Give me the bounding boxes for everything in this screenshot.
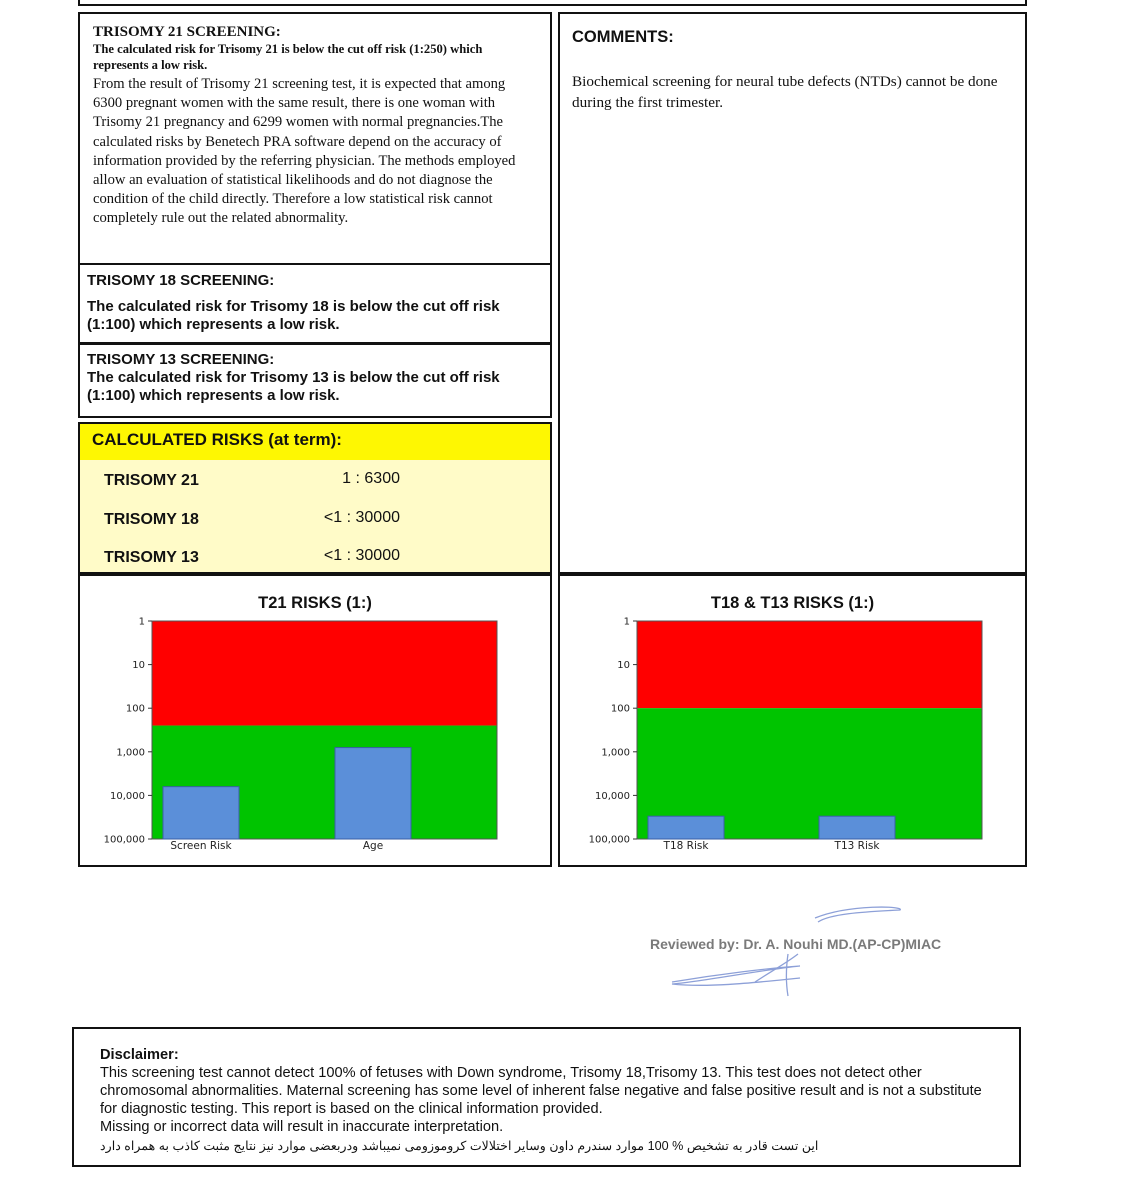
t21-screening-section	[78, 12, 552, 265]
chart-title: T21 RISKS (1:)	[258, 594, 372, 612]
y-tick-label: 1	[138, 616, 145, 628]
t21-risk-statement: The calculated risk for Trisomy 21 is below the cut off risk (1:250) which represents a low risk.	[93, 42, 483, 72]
x-category-label: Screen Risk	[170, 840, 232, 852]
calculated-risks-panel	[78, 422, 552, 574]
risk-bar	[648, 816, 724, 839]
high-risk-zone	[637, 621, 982, 708]
risk-bar	[819, 816, 895, 839]
risk-value: <1 : 30000	[323, 509, 400, 526]
y-tick-label: 100	[610, 703, 630, 715]
t13-risk-statement: The calculated risk for Trisomy 13 is below the cut off risk (1:100) which represents a low risk.	[87, 369, 500, 404]
t18-t13-chart-svg	[560, 576, 1025, 866]
calculated-risks-heading: CALCULATED RISKS (at term):	[80, 424, 550, 460]
y-tick-label: 100	[125, 703, 145, 715]
x-category-label: Age	[362, 840, 384, 852]
reviewed-by: Reviewed by: Dr. A. Nouhi MD.(AP-CP)MIAC	[650, 936, 942, 952]
risk-value: 1 : 6300	[342, 470, 400, 487]
t18-screening-section	[78, 263, 552, 344]
risk-bar	[163, 787, 239, 839]
risk-value: <1 : 30000	[323, 547, 400, 564]
x-category-label: T18 Risk	[663, 840, 709, 852]
comments-section	[558, 12, 1027, 574]
y-tick-label: 100,000	[588, 834, 630, 846]
top-border-strip	[78, 0, 1027, 6]
t21-chart-svg	[80, 576, 550, 866]
risk-row-t21	[80, 466, 550, 496]
disclaimer-text: This screening test cannot detect 100% of fetuses with Down syndrome, Trisomy 18,Trisomy 13. This test does not detect other chromosomal abnormalities. Maternal screening has some level of inherent false negative and false positive result and is not a substitute for diagnostic testing. This report is based on the clinical information provided.	[100, 1065, 982, 1117]
risk-bar	[335, 748, 411, 839]
risk-label: TRISOMY 21	[104, 472, 199, 489]
t21-risk-chart	[78, 574, 552, 867]
comments-heading: COMMENTS:	[572, 28, 674, 46]
t18-heading: TRISOMY 18 SCREENING:	[87, 272, 275, 289]
disclaimer-section	[72, 1027, 1021, 1167]
disclaimer-persian: این تست قادر به تشخیص % 100 موارد سندرم داون وسایر اختلالات کروموزومی نمیباشد ودربعضی موارد نیز نتایج مثبت کاذب به همراه دارد	[100, 1139, 819, 1153]
high-risk-zone	[152, 621, 497, 726]
t21-heading: TRISOMY 21 SCREENING:	[93, 24, 281, 40]
y-tick-label: 10	[132, 660, 145, 672]
t18-t13-risk-chart	[558, 574, 1027, 867]
t21-explanation: From the result of Trisomy 21 screening test, it is expected that among 6300 pregnant women with the same result, there is one woman with Trisomy 21 pregnancy and 6299 women with normal pregnancies.The calculated risks by Benetech PRA software depend on the accuracy of information provided by the referring physician. The methods employed allow an evaluation of statistical likelihoods and do not diagnose the condition of the child directly. Therefore a low statistical risk cannot completely rule out the related abnormality.	[93, 76, 516, 227]
t13-heading: TRISOMY 13 SCREENING:	[87, 351, 275, 368]
risk-row-t13	[80, 543, 550, 573]
risk-row-t18	[80, 505, 550, 535]
y-tick-label: 1,000	[116, 747, 145, 759]
y-tick-label: 1,000	[601, 747, 630, 759]
y-tick-label: 10,000	[110, 790, 145, 802]
y-tick-label: 10	[617, 660, 630, 672]
y-tick-label: 10,000	[595, 790, 630, 802]
chart-title: T18 & T13 RISKS (1:)	[710, 594, 875, 612]
disclaimer-heading: Disclaimer:	[100, 1047, 179, 1063]
y-tick-label: 100,000	[103, 834, 145, 846]
comments-text: Biochemical screening for neural tube defects (NTDs) cannot be done during the first trimester.	[572, 73, 998, 111]
t13-screening-section	[78, 343, 552, 418]
y-tick-label: 1	[623, 616, 630, 628]
x-category-label: T13 Risk	[834, 840, 880, 852]
disclaimer-note: Missing or incorrect data will result in inaccurate interpretation.	[100, 1119, 504, 1135]
risk-label: TRISOMY 13	[104, 549, 199, 566]
t18-risk-statement: The calculated risk for Trisomy 18 is below the cut off risk (1:100) which represents a low risk.	[87, 298, 500, 333]
risk-label: TRISOMY 18	[104, 511, 199, 528]
